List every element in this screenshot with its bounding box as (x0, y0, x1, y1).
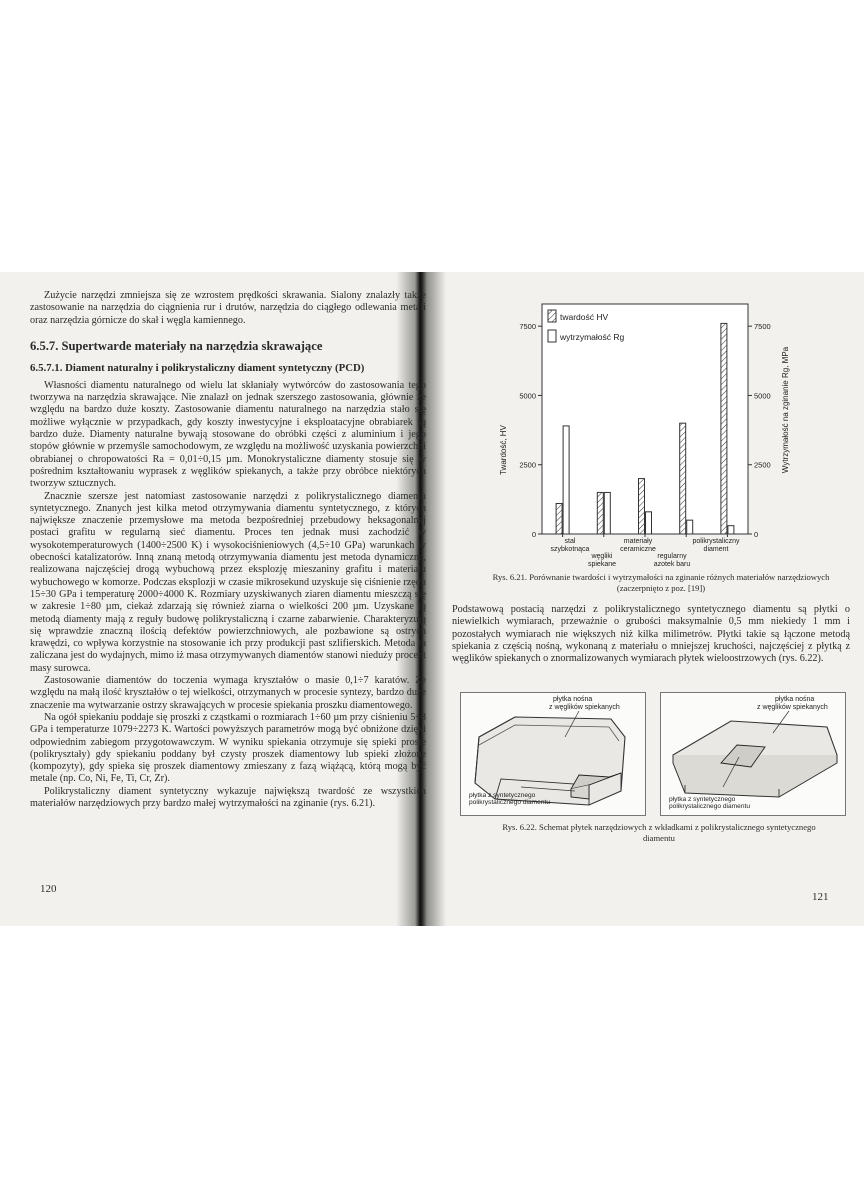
bar-strength (728, 526, 734, 534)
category-label: szybkotnąca (550, 546, 590, 553)
bar-strength (604, 492, 610, 534)
y-tick-label-right: 0 (754, 530, 759, 539)
category-label: spiekane (587, 561, 617, 568)
figure-6-21-chart (466, 300, 846, 572)
intro-paragraph: Zużycie narzędzi zmniejsza się ze wzrostem prędkości skrawania. Sialony znalazły także zastosowanie na narzędzia do ciągnienia rur i drutów, narzędzia do ciągłego odlewania metali oraz narzędzia górnicze do skał i węgla kamiennego. (30, 290, 426, 326)
body-paragraph: Zastosowanie diamentów do toczenia wymaga kryształów o masie 0,1÷7 karatów. Ze względu na małą ilość kryształów o tej wielkości, otrzymanych w procesie syntezy, bardzo duże znaczenie ma wytwarzanie ostrzy skrawających w procesie spiekania proszku diamentowego. (30, 675, 426, 711)
label-carbide-line1: płytka nośna (553, 696, 593, 703)
category-label: węgliki (591, 553, 613, 560)
body-paragraph: Własności diamentu naturalnego od wielu lat skłaniały wytwórców do zastosowania tego tworzywa na narzędzia skrawające. Nie znalazł on jednak szerszego zastosowania, głównie ze względu na bardzo duże koszty. Zastosowanie diamentu naturalnego na narzędzia stało się możliwe wyłącznie w przypadkach, gdy koszty inwestycyjne i eksploatacyjne obrabiarek są bardzo duże. Diamenty naturalne bywają stosowane do obróbki części z aluminium i jego stopów głównie w przemyśle samochodowym, ze względu na możliwość uzyskania powierzchni obrabianej o chropowatości Ra = 0,01÷0,15 µm. Monokrystaliczne diamenty stosuje się w pośrednim kształtowaniu wyprasek z węglików spiekanych, a także przy obróbce niektórych tworzyw sztucznych. (30, 379, 426, 490)
body-paragraph: Znacznie szersze jest natomiast zastosowanie narzędzi z polikrystalicznego diamentu syntetycznego. Znanych jest kilka metod otrzymywania diamentu syntetycznego, z których największe znaczenie przemysłowe ma metoda bezpośredniej przebudowy heksagonalnej postaci grafitu w regularną sieć diamentu. Proces ten jednak musi zachodzić w wysokotemperaturowych (1400÷2500 K) i wysokociśnieniowych (4,5÷10 GPa) warunkach w obecności katalizatorów. Inną znaną metodą otrzymywania diamentu jest metoda dynamiczna, realizowana najczęściej drogą wybuchową przez eksplozję mieszaniny grafitu i materiału wybuchowego w komorze. Podczas eksplozji w czasie mikrosekund uzyskuje się ciśnienie rzędu 15÷30 GPa i temperaturę 2000÷4000 K. Rozmiary uzyskiwanych ziaren diamentu mieszczą się w zakresie 1÷80 µm, ciekaż zdarzają się również ziarna o wielkości 200 µm. Uzyskane tą metodą diamenty mają z reguły budowę polikrystaliczną i czarne zabarwienie. Charakteryzują się wprawdzie znaczną ilością defektów powierzchniowych, ale pozbawione są ostrych krawędzi, co wpływa korzystnie na stosowanie ich przy produkcji past szlifierskich. Metoda ta zaliczana jest do wydajnych, mimo iż masa otrzymywanych diamentów stanowi nieduży procent masy surowca. (30, 490, 426, 674)
legend-swatch-strength (548, 330, 556, 342)
caption-text: Rys. 6.21. Porównanie twardości i wytrzymałości na zginanie różnych materiałów narzędziowych (zaczerpnięto z poz. [19]) (492, 572, 830, 593)
body-paragraph: Na ogół spiekaniu poddaje się proszki z cząstkami o rozmiarach 1÷60 µm przy ciśnieniu 5÷8 GPa i temperaturze 1079÷2273 K. Wartości powyższych parametrów mogą być obniżone dzięki odpowiednim zabiegom przygotowawczym. W wyniku spiekania otrzymuje się spieki proste (polikryształy) gdy spiekaniu poddany był czysty proszek diamentowy lub spieki złożone (kompozyty), gdy spieka się proszek diamentowy zmieszany z fazą wiążącą, którą mogą być metale (np. Co, Ni, Fe, Ti, Cr, Zr). (30, 711, 426, 785)
bar-strength (687, 520, 693, 534)
bar-strength (563, 426, 569, 534)
bar-hardness (597, 492, 603, 534)
bar-hardness (680, 423, 686, 534)
legend-swatch-hardness (548, 310, 556, 322)
body-paragraph: Polikrystaliczny diament syntetyczny wykazuje największą twardość ze wszystkich materiałów narzędziowych przy bardzo małej wytrzymałości na zginanie (rys. 6.21). (30, 785, 426, 809)
y-tick-label-right: 2500 (754, 460, 771, 470)
insert-diagram-right (660, 692, 846, 816)
bar-strength (646, 512, 652, 534)
y-tick-label-left: 0 (531, 530, 536, 539)
y-tick-label-left: 7500 (519, 322, 536, 332)
label-pcd-line1: płytka z syntetycznego (469, 792, 536, 799)
insert-drawing-right (661, 693, 845, 815)
label-pcd-line2: polikrystalicznego diamentu (469, 799, 550, 806)
bar-hardness (639, 479, 645, 534)
bar-chart (466, 300, 846, 572)
y-axis-title-right: Wytrzymałość na zginanie Rg, MPa (781, 346, 790, 474)
page-number-left: 120 (40, 883, 57, 895)
label-pcd-line2: polikrystalicznego diamentu (669, 803, 750, 810)
bar-hardness (721, 323, 727, 534)
category-label: diament (703, 546, 729, 553)
caption-text: Rys. 6.22. Schemat płytek narzędziowych z wkładkami z polikrystalicznego syntetycznego diamentu (502, 822, 816, 843)
category-label: regularny (657, 553, 687, 560)
legend-label-hardness: twardość HV (560, 312, 609, 322)
category-label: ceramiczne (620, 546, 656, 553)
left-page (30, 290, 426, 810)
body-paragraph: Podstawową postacią narzędzi z polikrystalicznego syntetycznego diamentu są płytki o niewielkich wymiarach, przeważnie o grubości maksymalnie 0,5 mm niekiedy 1 mm i pozostałych wymiarach nie większych niż kilka milimetrów. Płytki takie są łączone metodą spiekania z częścią nośną, wykonaną z materiału o mniejszej kruchości, najczęściej z płytką z węglików spiekanych o znormalizowanych wymiarach płytek wieloostrzowych (rys. 6.22). (452, 604, 850, 665)
y-tick-label-right: 7500 (754, 322, 771, 332)
category-label: stal (564, 538, 576, 545)
legend-label-strength: wytrzymałość Rg (560, 332, 625, 342)
right-page-body (452, 604, 850, 665)
label-carbide-line1: płytka nośna (775, 696, 815, 703)
label-carbide-line2: z węglików spiekanych (549, 704, 620, 711)
page-number-right: 121 (812, 891, 829, 903)
section-heading: 6.5.7. Supertwarde materiały na narzędzia skrawające (30, 338, 323, 353)
y-tick-label-right: 5000 (754, 391, 771, 401)
bar-hardness (556, 504, 562, 534)
figure-6-22-caption (486, 822, 832, 844)
insert-diagram-left (460, 692, 646, 816)
figure-6-22 (460, 692, 854, 816)
category-label: polikrystaliczny (692, 538, 740, 545)
category-label: materiały (623, 538, 653, 545)
y-tick-label-left: 2500 (519, 460, 536, 470)
y-axis-title-left: Twardość, HV (499, 425, 508, 475)
y-tick-label-left: 5000 (519, 391, 536, 401)
label-pcd-line1: płytka z syntetycznego (669, 796, 736, 803)
figure-6-21-caption (474, 572, 848, 594)
subsection-heading: 6.5.7.1. Diament naturalny i polikrystaliczny diament syntetyczny (PCD) (30, 361, 365, 374)
category-label: azotek baru (653, 561, 691, 568)
label-carbide-line2: z węglików spiekanych (757, 704, 828, 711)
insert-drawing-left (461, 693, 645, 815)
